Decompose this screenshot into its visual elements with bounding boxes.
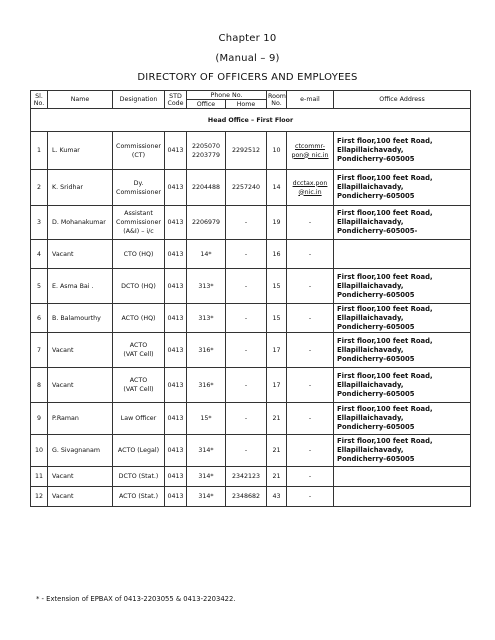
office-phone-cell: 316* [187, 368, 226, 403]
designation-cell: Law Officer [113, 403, 165, 435]
name-cell: B. Balamourthy [48, 304, 113, 333]
designation-cell: ACTO (Stat.) [113, 487, 165, 507]
name-cell: E. Asma Bai . [48, 269, 113, 304]
std-cell: 0413 [165, 333, 187, 368]
name-cell: G. Sivagnanam [48, 435, 113, 467]
office-phone-cell: 2205070 2203779 [187, 132, 226, 170]
home-phone-cell: - [226, 368, 267, 403]
designation-cell: CTO (HQ) [113, 240, 165, 269]
sl-cell: 7 [31, 333, 48, 368]
name-cell: Vacant [48, 240, 113, 269]
sl-cell: 11 [31, 467, 48, 487]
address-cell: First floor,100 feet Road, Ellapillaichavady, Pondicherry-605005 [334, 304, 471, 333]
room-cell: 43 [267, 487, 287, 507]
section-label: Head Office – First Floor [31, 109, 471, 132]
table-row [31, 333, 471, 368]
table-row [31, 206, 471, 240]
address-cell: First floor,100 feet Road, Ellapillaichavady, Pondicherry-605005- [334, 206, 471, 240]
directory-title: DIRECTORY OF OFFICERS AND EMPLOYEES [137, 72, 358, 83]
address-cell [334, 487, 471, 507]
home-phone-cell: - [226, 269, 267, 304]
table-row [31, 435, 471, 467]
table-row [31, 403, 471, 435]
phone-header: Phone No. [187, 91, 267, 100]
email-cell: - [287, 240, 334, 269]
name-cell: Vacant [48, 368, 113, 403]
sl-cell: 10 [31, 435, 48, 467]
office-phone-cell: 314* [187, 435, 226, 467]
room-cell: 10 [267, 132, 287, 170]
office-phone-cell: 313* [187, 304, 226, 333]
table-row [31, 487, 471, 507]
home-phone-cell: - [226, 333, 267, 368]
table-row [31, 304, 471, 333]
designation-cell: Dy. Commissioner [113, 170, 165, 206]
email-cell: - [287, 467, 334, 487]
designation-cell: DCTO (HQ) [113, 269, 165, 304]
room-cell: 17 [267, 333, 287, 368]
home-phone-cell: 2348682 [226, 487, 267, 507]
email-cell[interactable]: ctcommr- pon@ nic.in [287, 132, 334, 170]
room-cell: 14 [267, 170, 287, 206]
name-header: Name [48, 91, 113, 109]
home-phone-cell: 2257240 [226, 170, 267, 206]
std-cell: 0413 [165, 435, 187, 467]
room-cell: 16 [267, 240, 287, 269]
email-cell: - [287, 403, 334, 435]
room-cell: 21 [267, 403, 287, 435]
name-cell: Vacant [48, 487, 113, 507]
designation-cell: Commissioner (CT) [113, 132, 165, 170]
sl-cell: 6 [31, 304, 48, 333]
email-cell: - [287, 487, 334, 507]
sl-cell: 8 [31, 368, 48, 403]
home-phone-cell: - [226, 240, 267, 269]
address-cell: First floor,100 feet Road, Ellapillaichavady, Pondicherry-605005 [334, 435, 471, 467]
room-cell: 15 [267, 269, 287, 304]
room-cell: 19 [267, 206, 287, 240]
std-cell: 0413 [165, 467, 187, 487]
sl-cell: 9 [31, 403, 48, 435]
footnote: * - Extension of EPBAX of 0413-2203055 & 0413-2203422. [36, 595, 236, 603]
office-phone-cell: 314* [187, 467, 226, 487]
designation-cell: ACTO (VAT Cell) [113, 333, 165, 368]
email-cell: - [287, 368, 334, 403]
designation-cell: ACTO (Legal) [113, 435, 165, 467]
table-row [31, 132, 471, 170]
designation-cell: ACTO (HQ) [113, 304, 165, 333]
office-phone-header: Office [187, 100, 226, 109]
room-cell: 21 [267, 435, 287, 467]
address-header: Office Address [334, 91, 471, 109]
address-cell: First floor,100 feet Road, Ellapillaichavady, Pondicherry-605005 [334, 403, 471, 435]
email-cell: - [287, 435, 334, 467]
section-row [31, 109, 471, 132]
table-row [31, 170, 471, 206]
sl-cell: 2 [31, 170, 48, 206]
room-cell: 21 [267, 467, 287, 487]
office-phone-cell: 314* [187, 487, 226, 507]
home-phone-cell: - [226, 435, 267, 467]
table-row [31, 240, 471, 269]
room-cell: 15 [267, 304, 287, 333]
name-cell: L. Kumar [48, 132, 113, 170]
name-cell: Vacant [48, 467, 113, 487]
email-cell: - [287, 304, 334, 333]
header-row-1 [31, 91, 471, 100]
address-cell: First floor,100 feet Road, Ellapillaichavady, Pondicherry-605005 [334, 333, 471, 368]
designation-cell: Assistant Commissioner (A&I) – i/c [113, 206, 165, 240]
home-phone-cell: 2292512 [226, 132, 267, 170]
std-cell: 0413 [165, 304, 187, 333]
home-phone-cell: 2342123 [226, 467, 267, 487]
email-cell: - [287, 269, 334, 304]
sl-cell: 4 [31, 240, 48, 269]
name-cell: K. Sridhar [48, 170, 113, 206]
office-phone-cell: 15* [187, 403, 226, 435]
name-cell: P.Raman [48, 403, 113, 435]
address-cell [334, 467, 471, 487]
table-row [31, 269, 471, 304]
sl-cell: 12 [31, 487, 48, 507]
office-phone-cell: 2206979 [187, 206, 226, 240]
std-cell: 0413 [165, 269, 187, 304]
home-phone-cell: - [226, 403, 267, 435]
address-cell: First floor,100 feet Road, Ellapillaichavady, Pondicherry-605005 [334, 170, 471, 206]
manual-subtitle: (Manual – 9) [215, 53, 280, 64]
std-header: STD Code [165, 91, 187, 109]
office-phone-cell: 14* [187, 240, 226, 269]
std-cell: 0413 [165, 132, 187, 170]
table-row [31, 368, 471, 403]
address-cell [334, 240, 471, 269]
email-cell: - [287, 333, 334, 368]
address-cell: First floor,100 feet Road, Ellapillaichavady, Pondicherry-605005 [334, 132, 471, 170]
table-row [31, 467, 471, 487]
std-cell: 0413 [165, 403, 187, 435]
home-phone-cell: - [226, 206, 267, 240]
sl-header: Sl. No. [31, 91, 48, 109]
email-cell: - [287, 206, 334, 240]
office-phone-cell: 316* [187, 333, 226, 368]
office-phone-cell: 2204488 [187, 170, 226, 206]
std-cell: 0413 [165, 240, 187, 269]
email-cell[interactable]: dcctax.pon @nic.in [287, 170, 334, 206]
std-cell: 0413 [165, 170, 187, 206]
home-phone-cell: - [226, 304, 267, 333]
address-cell: First floor,100 feet Road, Ellapillaichavady, Pondicherry-605005 [334, 269, 471, 304]
sl-cell: 5 [31, 269, 48, 304]
home-phone-header: Home [226, 100, 267, 109]
name-cell: Vacant [48, 333, 113, 368]
name-cell: D. Mohanakumar [48, 206, 113, 240]
std-cell: 0413 [165, 487, 187, 507]
designation-cell: DCTO (Stat.) [113, 467, 165, 487]
sl-cell: 1 [31, 132, 48, 170]
designation-cell: ACTO (VAT Cell) [113, 368, 165, 403]
room-cell: 17 [267, 368, 287, 403]
chapter-title: Chapter 10 [218, 33, 277, 44]
office-phone-cell: 313* [187, 269, 226, 304]
address-cell: First floor,100 feet Road, Ellapillaichavady, Pondicherry-605005 [334, 368, 471, 403]
std-cell: 0413 [165, 368, 187, 403]
std-cell: 0413 [165, 206, 187, 240]
sl-cell: 3 [31, 206, 48, 240]
room-header: Room No. [268, 92, 286, 107]
designation-header: Designation [113, 91, 165, 109]
email-header: e-mail [287, 91, 334, 109]
directory-table [30, 90, 471, 507]
